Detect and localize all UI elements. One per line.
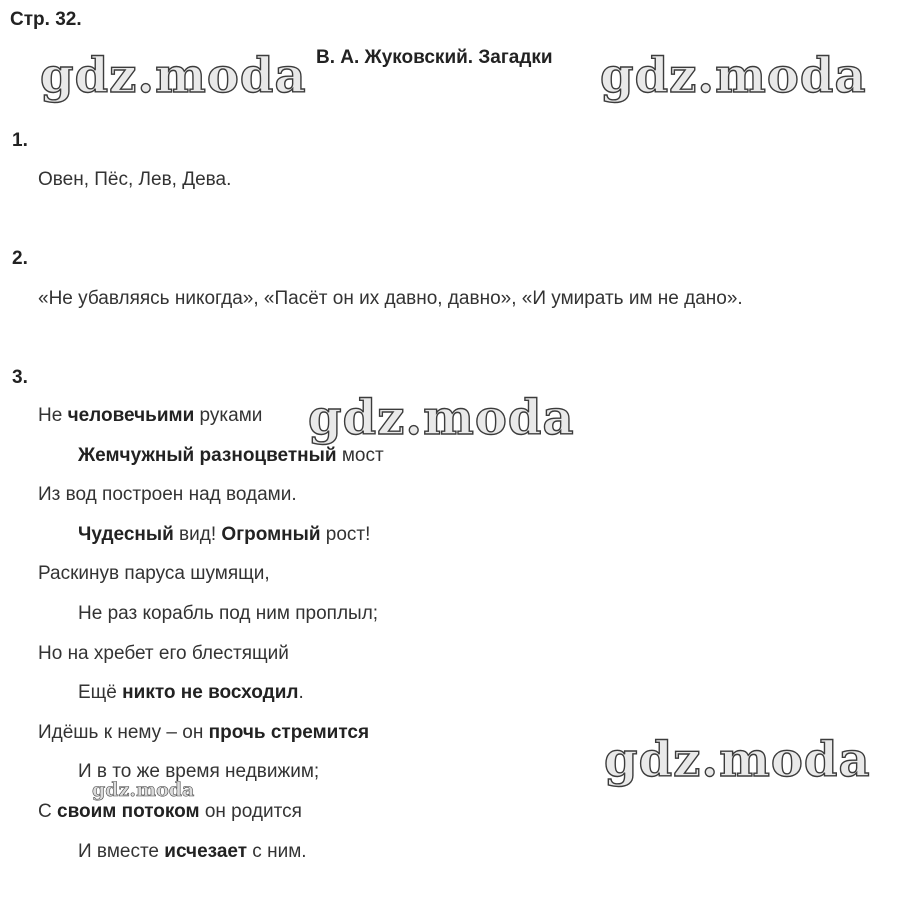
poem-text: . [298,682,304,703]
poem-text: он родится [199,801,302,822]
section-number-2: 2. [12,248,28,269]
poem-text: И вместе [78,841,165,862]
watermark-logo: gdz.moda [92,779,195,801]
poem-line [38,563,270,585]
answer-2: «Не убавляясь никогда», «Пасёт он их давно, давно», «И умирать им не дано». [38,288,743,309]
poem-line [78,682,304,704]
poem-text: с ним. [247,841,307,862]
poem-line [38,405,262,427]
poem-text: мост [336,445,384,466]
poem-bold-text: никто не восходил [122,682,299,703]
page-title: В. А. Жуковский. Загадки [316,47,553,68]
poem-text: руками [194,405,263,426]
watermark-logo: gdz.moda [308,390,575,446]
poem-text: Не раз корабль под ним проплыл; [78,603,379,624]
poem-bold-text: исчезает [164,841,248,862]
section-number-3: 3. [12,367,28,388]
poem-text: И в то же время недвижим; [78,761,320,782]
poem-text: С [38,801,57,822]
poem-text: Ещё [78,682,123,703]
poem-text: рост! [320,524,371,545]
poem-line [38,801,302,823]
poem-text: Но на хребет его блестящий [38,643,289,664]
poem-line [78,841,307,863]
section-number-1: 1. [12,130,28,151]
watermark-logo: gdz.moda [600,48,867,104]
poem-text: Раскинув паруса шумящи, [38,563,270,584]
poem-text: Идёшь к нему – он [38,722,209,743]
poem-text: Из вод построен над водами. [38,484,297,505]
poem-bold-text: Чудесный [78,524,174,545]
watermark-logo: gdz.moda [604,732,871,788]
watermark-logo: gdz.moda [40,48,307,104]
poem-bold-text: Жемчужный разноцветный [78,445,337,466]
poem-text: Не [38,405,68,426]
poem-bold-text: своим потоком [57,801,200,822]
poem-line [38,722,369,744]
poem-line [38,643,289,665]
poem-bold-text: человечьими [67,405,195,426]
poem-line [78,524,370,546]
poem-line [78,603,378,625]
poem-line [78,445,384,467]
poem-bold-text: прочь стремится [208,722,370,743]
poem-text: вид! [173,524,222,545]
poem-bold-text: Огромный [221,524,321,545]
answer-1: Овен, Пёс, Лев, Дева. [38,169,232,190]
page-label: Стр. 32. [10,9,82,30]
poem-line [38,484,297,506]
